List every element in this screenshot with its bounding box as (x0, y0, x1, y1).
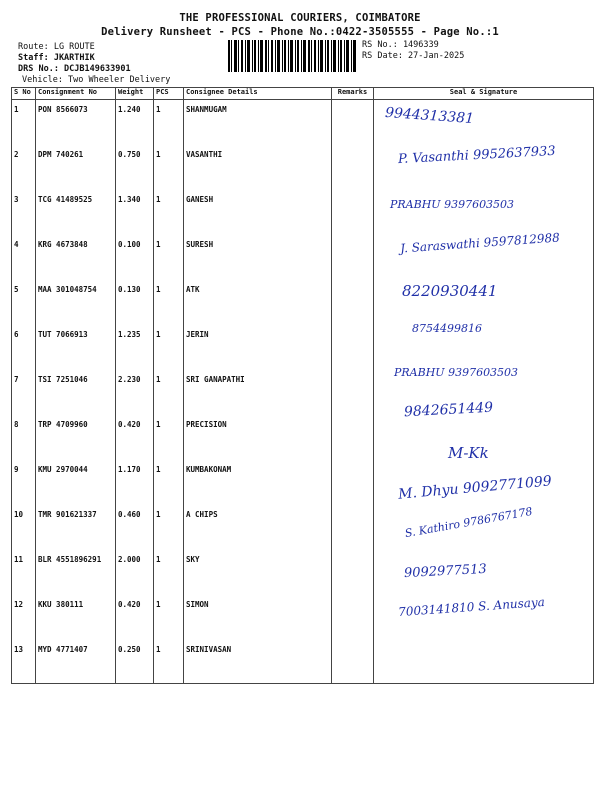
row-remarks (332, 595, 374, 640)
row-weight: 0.130 (116, 280, 154, 325)
row-consignment: KKU 380111 (36, 595, 116, 640)
row-weight: 2.230 (116, 370, 154, 415)
row-sno: 7 (12, 370, 36, 415)
row-pcs: 1 (154, 640, 184, 684)
col-pcs: PCS (154, 88, 184, 100)
row-consignee: PRECISION (184, 415, 332, 460)
col-sno: S No (12, 88, 36, 100)
row-weight: 0.250 (116, 640, 154, 684)
row-pcs: 1 (154, 145, 184, 190)
row-consignee: SRINIVASAN (184, 640, 332, 684)
row-pcs: 1 (154, 505, 184, 550)
row-sno: 12 (12, 595, 36, 640)
handwritten-signature: 8754499816 (412, 322, 482, 335)
table-row (12, 100, 594, 146)
row-consignee: KUMBAKONAM (184, 460, 332, 505)
row-weight: 0.460 (116, 505, 154, 550)
row-consignee: A CHIPS (184, 505, 332, 550)
row-pcs: 1 (154, 235, 184, 280)
table-row (12, 640, 594, 684)
row-consignment: KMU 2970044 (36, 460, 116, 505)
handwritten-signature: P. Vasanthi 9952637933 (397, 143, 557, 168)
drs-label: DRS No.: DCJB149633901 (18, 64, 131, 74)
row-signature-cell (374, 325, 594, 370)
row-weight: 1.340 (116, 190, 154, 235)
row-remarks (332, 505, 374, 550)
rs-number: RS No.: 1496339 (362, 40, 439, 50)
company-title: THE PROFESSIONAL COURIERS, COIMBATORE (179, 12, 421, 24)
handwritten-signature: J. Saraswathi 9597812988 (399, 230, 561, 256)
handwritten-signature: PRABHU 9397603503 (394, 366, 519, 379)
row-consignment: MAA 301048754 (36, 280, 116, 325)
row-sno: 10 (12, 505, 36, 550)
table-row (12, 550, 594, 595)
row-pcs: 1 (154, 280, 184, 325)
row-sno: 8 (12, 415, 36, 460)
staff-label: Staff: JKARTHIK (18, 53, 95, 63)
row-consignee: VASANTHI (184, 145, 332, 190)
row-remarks (332, 100, 374, 146)
row-consignee: ATK (184, 280, 332, 325)
row-sno: 1 (12, 100, 36, 146)
row-signature-cell (374, 640, 594, 684)
handwritten-signature: 8220930441 (402, 282, 498, 300)
row-weight: 0.420 (116, 595, 154, 640)
row-weight: 2.000 (116, 550, 154, 595)
row-weight: 1.235 (116, 325, 154, 370)
row-pcs: 1 (154, 460, 184, 505)
row-remarks (332, 640, 374, 684)
row-consignee: JERIN (184, 325, 332, 370)
row-remarks (332, 550, 374, 595)
row-consignment: DPM 740261 (36, 145, 116, 190)
row-remarks (332, 280, 374, 325)
col-weight: Weight (116, 88, 154, 100)
handwritten-signature-scribble: M-Kk (448, 444, 489, 462)
row-consignee: SHANMUGAM (184, 100, 332, 146)
handwritten-signature: 9944313381 (384, 104, 475, 128)
table-header-row (12, 88, 594, 100)
col-consignment: Consignment No (36, 88, 116, 100)
row-pcs: 1 (154, 100, 184, 146)
runsheet-subtitle: Delivery Runsheet - PCS - Phone No.:0422-3505555 - Page No.:1 (101, 26, 499, 38)
row-signature-cell (374, 190, 594, 235)
row-consignment: PON 8566073 (36, 100, 116, 146)
handwritten-signature: M. Dhyu 9092771099 (397, 473, 553, 503)
row-consignee: SKY (184, 550, 332, 595)
row-remarks (332, 190, 374, 235)
row-consignment: MYD 4771407 (36, 640, 116, 684)
col-consignee: Consignee Details (184, 88, 332, 100)
row-sno: 5 (12, 280, 36, 325)
row-consignment: TUT 7066913 (36, 325, 116, 370)
col-signature: Seal & Signature (374, 88, 594, 100)
row-sno: 3 (12, 190, 36, 235)
row-pcs: 1 (154, 415, 184, 460)
handwritten-signature: 7003141810 S. Anusaya (397, 594, 546, 620)
table-row (12, 325, 594, 370)
row-consignment: TRP 4709960 (36, 415, 116, 460)
row-sno: 11 (12, 550, 36, 595)
row-remarks (332, 145, 374, 190)
row-consignee: SRI GANAPATHI (184, 370, 332, 415)
row-pcs: 1 (154, 325, 184, 370)
handwritten-signature: PRABHU 9397603503 (390, 198, 515, 211)
row-weight: 1.240 (116, 100, 154, 146)
table-row (12, 415, 594, 460)
row-remarks (332, 370, 374, 415)
runsheet-table (11, 87, 594, 684)
row-consignee: SIMON (184, 595, 332, 640)
row-consignment: TCG 41489525 (36, 190, 116, 235)
row-consignment: TMR 901621337 (36, 505, 116, 550)
row-consignment: BLR 4551896291 (36, 550, 116, 595)
vehicle-label: Vehicle: Two Wheeler Delivery (22, 75, 171, 85)
row-pcs: 1 (154, 595, 184, 640)
row-pcs: 1 (154, 190, 184, 235)
table-row (12, 190, 594, 235)
route-label: Route: LG ROUTE (18, 42, 95, 52)
col-remarks: Remarks (332, 88, 374, 100)
handwritten-signature: 9842651449 (403, 399, 494, 421)
table-row (12, 280, 594, 325)
row-remarks (332, 235, 374, 280)
rs-date: RS Date: 27-Jan-2025 (362, 51, 465, 61)
barcode (228, 40, 356, 72)
row-consignee: GANESH (184, 190, 332, 235)
row-pcs: 1 (154, 370, 184, 415)
row-sno: 6 (12, 325, 36, 370)
row-weight: 0.420 (116, 415, 154, 460)
row-remarks (332, 325, 374, 370)
row-pcs: 1 (154, 550, 184, 595)
row-sno: 2 (12, 145, 36, 190)
handwritten-signature: S. Kathiro 9786767178 (403, 504, 534, 541)
row-consignee: SURESH (184, 235, 332, 280)
row-consignment: KRG 4673848 (36, 235, 116, 280)
row-sno: 13 (12, 640, 36, 684)
row-consignment: TSI 7251046 (36, 370, 116, 415)
row-weight: 0.750 (116, 145, 154, 190)
row-sno: 9 (12, 460, 36, 505)
row-sno: 4 (12, 235, 36, 280)
row-remarks (332, 415, 374, 460)
row-weight: 0.100 (116, 235, 154, 280)
row-remarks (332, 460, 374, 505)
row-weight: 1.170 (116, 460, 154, 505)
handwritten-signature: 9092977513 (403, 561, 488, 582)
